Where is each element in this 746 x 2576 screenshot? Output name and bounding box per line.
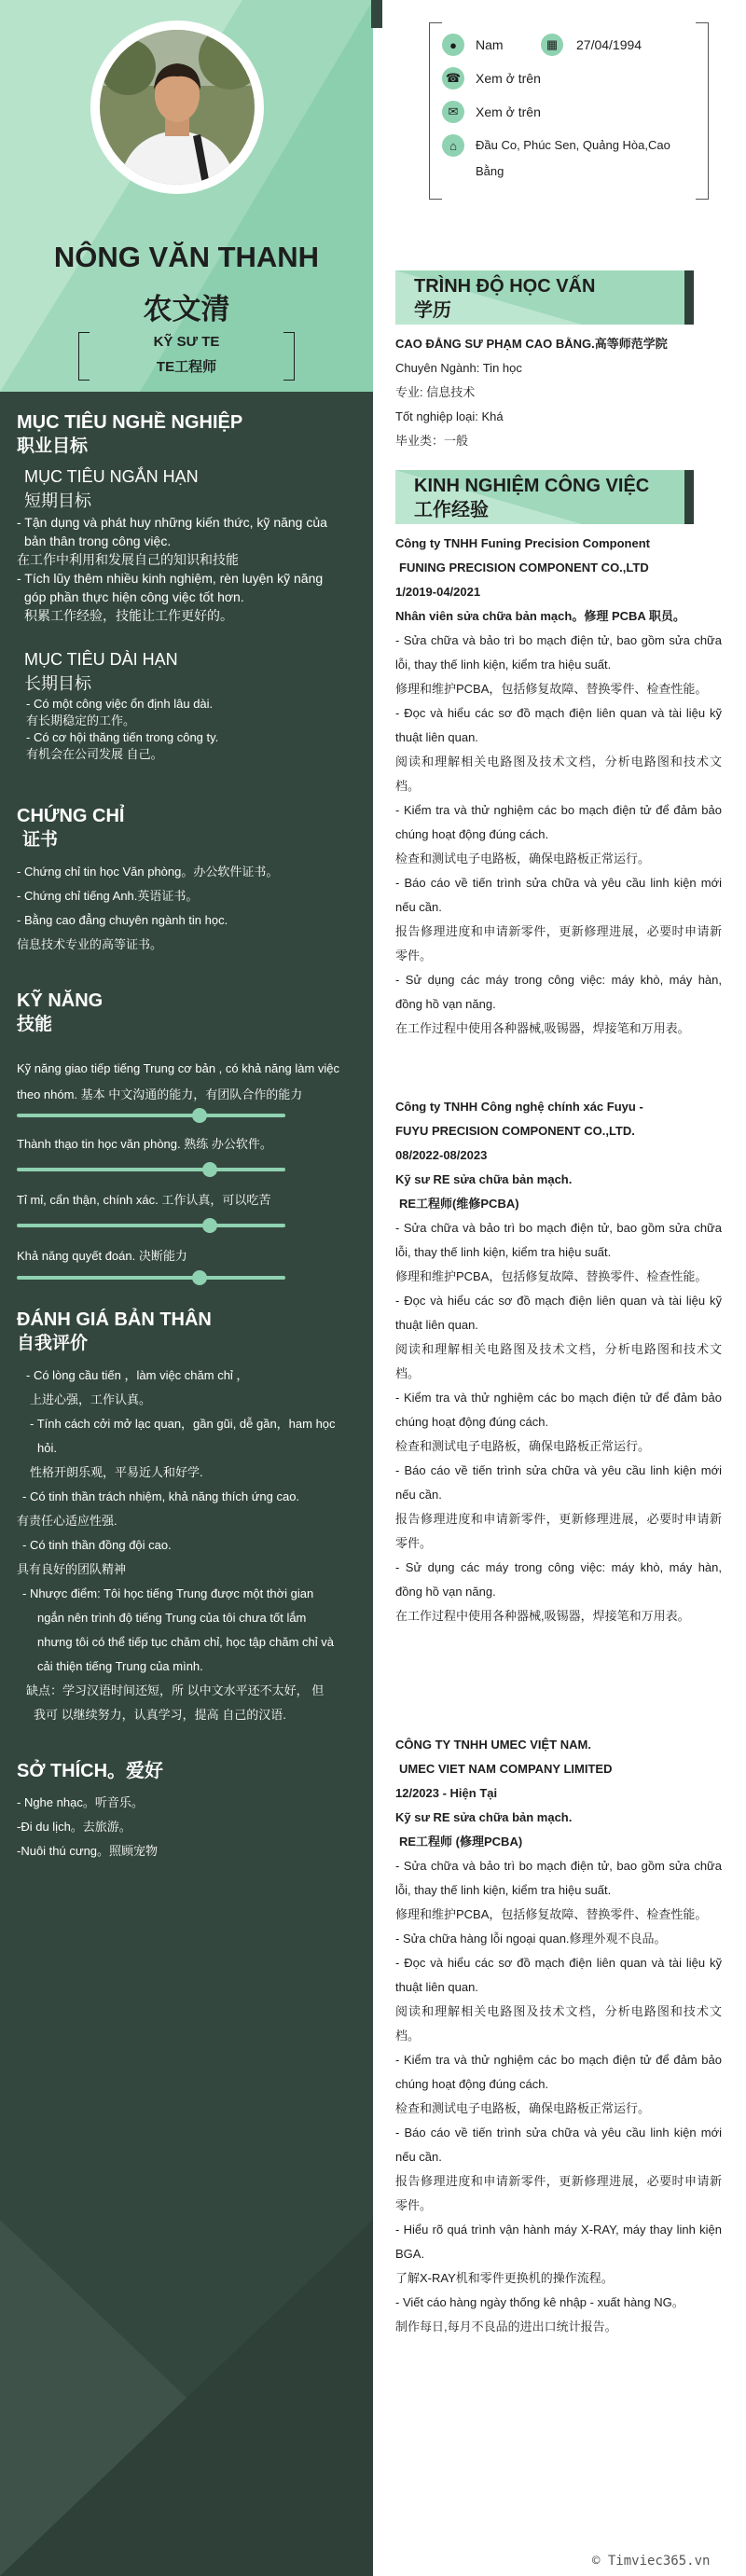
job-entry-1: Công ty TNHH Funing Precision Component FUNING PRECISION COMPONENT CO.,LTD 1/2019-04/2021 Nhân viên sửa chữa bản mạch。修理 PCBA 职员。 - Sửa chữa và bảo trì bo mạch điện tử, bao gồm sửa chữa lỗi, thay thế linh kiện, kiểm tra hiệu suất. 修理和维护PCBA，包括修复故障、替换零件、检查性能。 - Đọc và hiểu các sơ đồ mạch điện liên quan và tài liệu kỹ thuật liên quan. 阅读和理解相关电路图及技术文档，分析电路图和技术文档。 - Kiểm tra và thử nghiệm các bo mạch điện tử để đảm bảo chúng hoạt động đúng cách. 检查和测试电子电路板，确保电路板正常运行。 - Báo cáo về tiến trình sửa chữa và yêu cầu linh kiện mới nếu cần. 报告修理进度和申请新零件，更新修理进展，必要时申请新零件。 - Sử dụng các máy trong công việc: máy khò, máy hàn, đồng hồ vạn năng. 在工作过程中使用各种器械,吸锡器，焊接笔和万用表。 <box>395 536 722 1035</box>
address-line-1: Đầu Co, Phúc Sen, Quảng Hòa,Cao <box>476 138 670 152</box>
skill-text-4: Khả năng quyết đoán. 决断能力 <box>17 1249 187 1263</box>
bracket-right <box>696 22 709 200</box>
education-body: CAO ĐẲNG SƯ PHẠM CAO BẰNG.高等师范学院 Chuyên Ngành: Tin học 专业: 信息技术 Tốt nghiệp loại: Khá 毕业类：一般 <box>395 332 722 453</box>
job-title-vn: KỸ SƯ TE <box>153 334 220 350</box>
job-entry-2: Công ty TNHH Công nghệ chính xác Fuyu - FUYU PRECISION COMPONENT CO.,LTD. 08/2022-08/2023 Kỹ sư RE sửa chữa bản mạch. RE工程师(维修PCBA) - Sửa chữa và bảo trì bo mạch điện tử, bao gồm sửa chữa lỗi, thay thế linh kiện, kiểm tra hiệu suất. 修理和维护PCBA，包括修复故障、替换零件、检查性能。 - Đọc và hiểu các sơ đồ mạch điện liên quan và tài liệu kỹ thuật liên quan. 阅读和理解相关电路图及技术文档，分析电路图和技术文档。 - Kiểm tra và thử nghiệm các bo mạch điện tử để đảm bảo chúng hoạt động đúng cách. 检查和测试电子电路板，确保电路板正常运行。 - Báo cáo về tiến trình sửa chữa và yêu cầu linh kiện mới nếu cần. 报告修理进度和申请新零件，更新修理进展，必要时申请新零件。 - Sử dụng các máy trong công việc: máy khò, máy hàn, đồng hồ vạn năng. 在工作过程中使用各种器械,吸锡器，焊接笔和万用表。 <box>395 1100 722 1623</box>
long-term-lines: - Có một công việc ổn định lâu dài. 有长期稳定的工作。 - Có cơ hội thăng tiến trong công ty. 有机会在公司发展 自己。 <box>26 697 219 761</box>
home-icon: ⌂ <box>442 134 464 157</box>
objective-section <box>17 410 357 763</box>
short-term-heading: MỤC TIÊU NGẮN HẠN <box>24 467 199 486</box>
skill-text-3: Tỉ mỉ, cẩn thận, chính xác. 工作认真，可以吃苦 <box>17 1193 271 1207</box>
job-entry-3: CÔNG TY TNHH UMEC VIỆT NAM. UMEC VIET NAM COMPANY LIMITED 12/2023 - Hiện Tại Kỹ sư RE sửa chữa bản mạch. RE工程师 (修理PCBA) - Sửa chữa và bảo trì bo mạch điện tử, bao gồm sửa chữa lỗi, thay thế linh kiện, kiểm tra hiệu suất. 修理和维护PCBA，包括修复故障、替换零件、检查性能。 - Sửa chữa hàng lỗi ngoại quan.修理外观不良品。 - Đọc và hiểu các sơ đồ mạch điện liên quan và tài liệu kỹ thuật liên quan. 阅读和理解相关电路图及技术文档，分析电路图和技术文档。 - Kiểm tra và thử nghiệm các bo mạch điện tử để đảm bảo chúng hoạt động đúng cách. 检查和测试电子电路板，确保电路板正常运行。 - Báo cáo về tiến trình sửa chữa và yêu cầu linh kiện mới nếu cần. 报告修理进度和申请新零件，更新修理进展，必要时申请新零件。 - Hiểu rõ quá trình vận hành máy X-RAY, máy thay linh kiện BGA. 了解X-RAY机和零件更换机的操作流程。 - Viết cáo hàng ngày thống kê nhập - xuất hàng NG。 制作每日,每月不良品的进出口统计报告。 <box>395 1738 722 2334</box>
email: Xem ở trên <box>476 104 541 119</box>
skill-bar-4 <box>17 1276 285 1280</box>
skill-text-2: Thành thạo tin học văn phòng. 熟练 办公软件。 <box>17 1137 272 1151</box>
phone-icon: ☎ <box>442 67 464 90</box>
certificates-heading-vn: CHỨNG CHỈ <box>17 806 125 826</box>
contact-box <box>429 22 709 200</box>
avatar <box>90 21 264 194</box>
experience-heading: KINH NGHIỆM CÔNG VIỆC 工作经验 <box>414 476 650 520</box>
hobbies-section <box>17 1759 357 1863</box>
skills-heading-cn: 技能 <box>17 1015 53 1034</box>
skill-bar-2 <box>17 1168 285 1171</box>
certificates-heading-cn: 证书 <box>22 830 59 850</box>
self-assessment-heading-vn: ĐÁNH GIÁ BẢN THÂN <box>17 1309 212 1330</box>
long-term-heading: MỤC TIÊU DÀI HẠN <box>24 650 178 669</box>
objective-heading-cn: 职业目标 <box>17 436 89 456</box>
short-term-heading-cn: 短期目标 <box>24 492 91 510</box>
self-assessment-lines: - Có lòng cầu tiến ，làm việc chăm chỉ ， 上进心强，工作认真。 - Tính cách cởi mở lạc quan，gần gũi, dễ gần，ham học hỏi. 性格开朗乐观，平易近人和好学. - Có tinh thần trách nhiệm, khả năng thích ứng cao. 有责任心适应性强. - Có tinh thần đồng đội cao. 具有良好的团队精神 - Nhược điểm: Tôi học tiếng Trung được một thời gian ngắn nên trình độ tiếng Trung của tôi chưa tốt lắm nhưng tôi có thể tiếp tục chăm chỉ, học tập chăm chỉ và cải thiện tiếng Trung của mình. 缺点：学习汉语时间还短，所 以中文水平还不太好， 但 我可 以继续努力，认真学习，提高 自己的汉语. <box>17 1368 336 1722</box>
address-line-2: Bằng <box>476 164 504 178</box>
self-assessment-section <box>17 1308 357 1727</box>
experience-header <box>395 470 684 524</box>
long-term-heading-cn: 长期目标 <box>24 674 91 693</box>
self-assessment-heading-cn: 自我评价 <box>17 1334 89 1353</box>
education-heading: TRÌNH ĐỘ HỌC VẤN 学历 <box>414 276 596 321</box>
phone: Xem ở trên <box>476 71 541 86</box>
job-title-cn: TE工程师 <box>156 359 217 375</box>
header-accent <box>684 470 694 524</box>
objective-heading-vn: MỤC TIÊU NGHỀ NGHIỆP <box>17 412 243 433</box>
name-chinese: 农文清 <box>143 293 230 325</box>
school-name: CAO ĐẲNG SƯ PHẠM CAO BẰNG.高等师范学院 <box>395 337 668 351</box>
profile-photo <box>100 30 255 185</box>
header-accent <box>684 270 694 325</box>
hobbies-list: - Nghe nhạc。听音乐。 -Đi du lịch。去旅游。 -Nuôi thú cưng。照顾宠物 <box>17 1795 159 1858</box>
skill-bar-1 <box>17 1114 285 1117</box>
divider <box>371 0 382 28</box>
skills-section <box>17 989 357 1037</box>
name-vietnamese: NÔNG VĂN THANH <box>53 241 320 273</box>
gender: Nam <box>476 37 504 52</box>
certificates-section <box>17 804 357 957</box>
certificates-list: - Chứng chỉ tin học Văn phòng。办公软件证书。 - Chứng chỉ tiếng Anh.英语证书。 - Bằng cao đẳng chuyên ngành tin học. 信息技术专业的高等证书。 <box>17 865 279 951</box>
skill-knob <box>192 1108 207 1123</box>
skill-bar-3 <box>17 1224 285 1227</box>
skills-heading-vn: KỸ NĂNG <box>17 990 104 1011</box>
hobbies-heading: SỞ THÍCH。爱好 <box>17 1761 164 1781</box>
birthday: 27/04/1994 <box>576 37 642 52</box>
skill-text-1: Kỹ năng giao tiếp tiếng Trung cơ bản , có khả năng làm việc theo nhóm. 基本 中文沟通的能力，有团队合作的能力 <box>17 1061 340 1101</box>
skill-knob <box>192 1270 207 1285</box>
decor-triangle <box>0 2220 373 2576</box>
copyright[interactable]: © Timviec365.vn <box>592 2554 711 2569</box>
education-header <box>395 270 684 325</box>
short-term-lines: - Tận dụng và phát huy những kiến thức, kỹ năng của bản thân trong công việc. 在工作中利用和发展自己的知识和技能 - Tích lũy thêm nhiều kinh nghiệm, rèn luyện kỹ năng góp phần thực hiện công việc tốt hơn. 积累工作经验，技能让工作更好的。 <box>17 515 327 623</box>
mail-icon: ✉ <box>442 101 464 123</box>
bracket-left <box>429 22 442 200</box>
calendar-icon: ▦ <box>541 34 563 56</box>
user-icon: ● <box>442 34 464 56</box>
